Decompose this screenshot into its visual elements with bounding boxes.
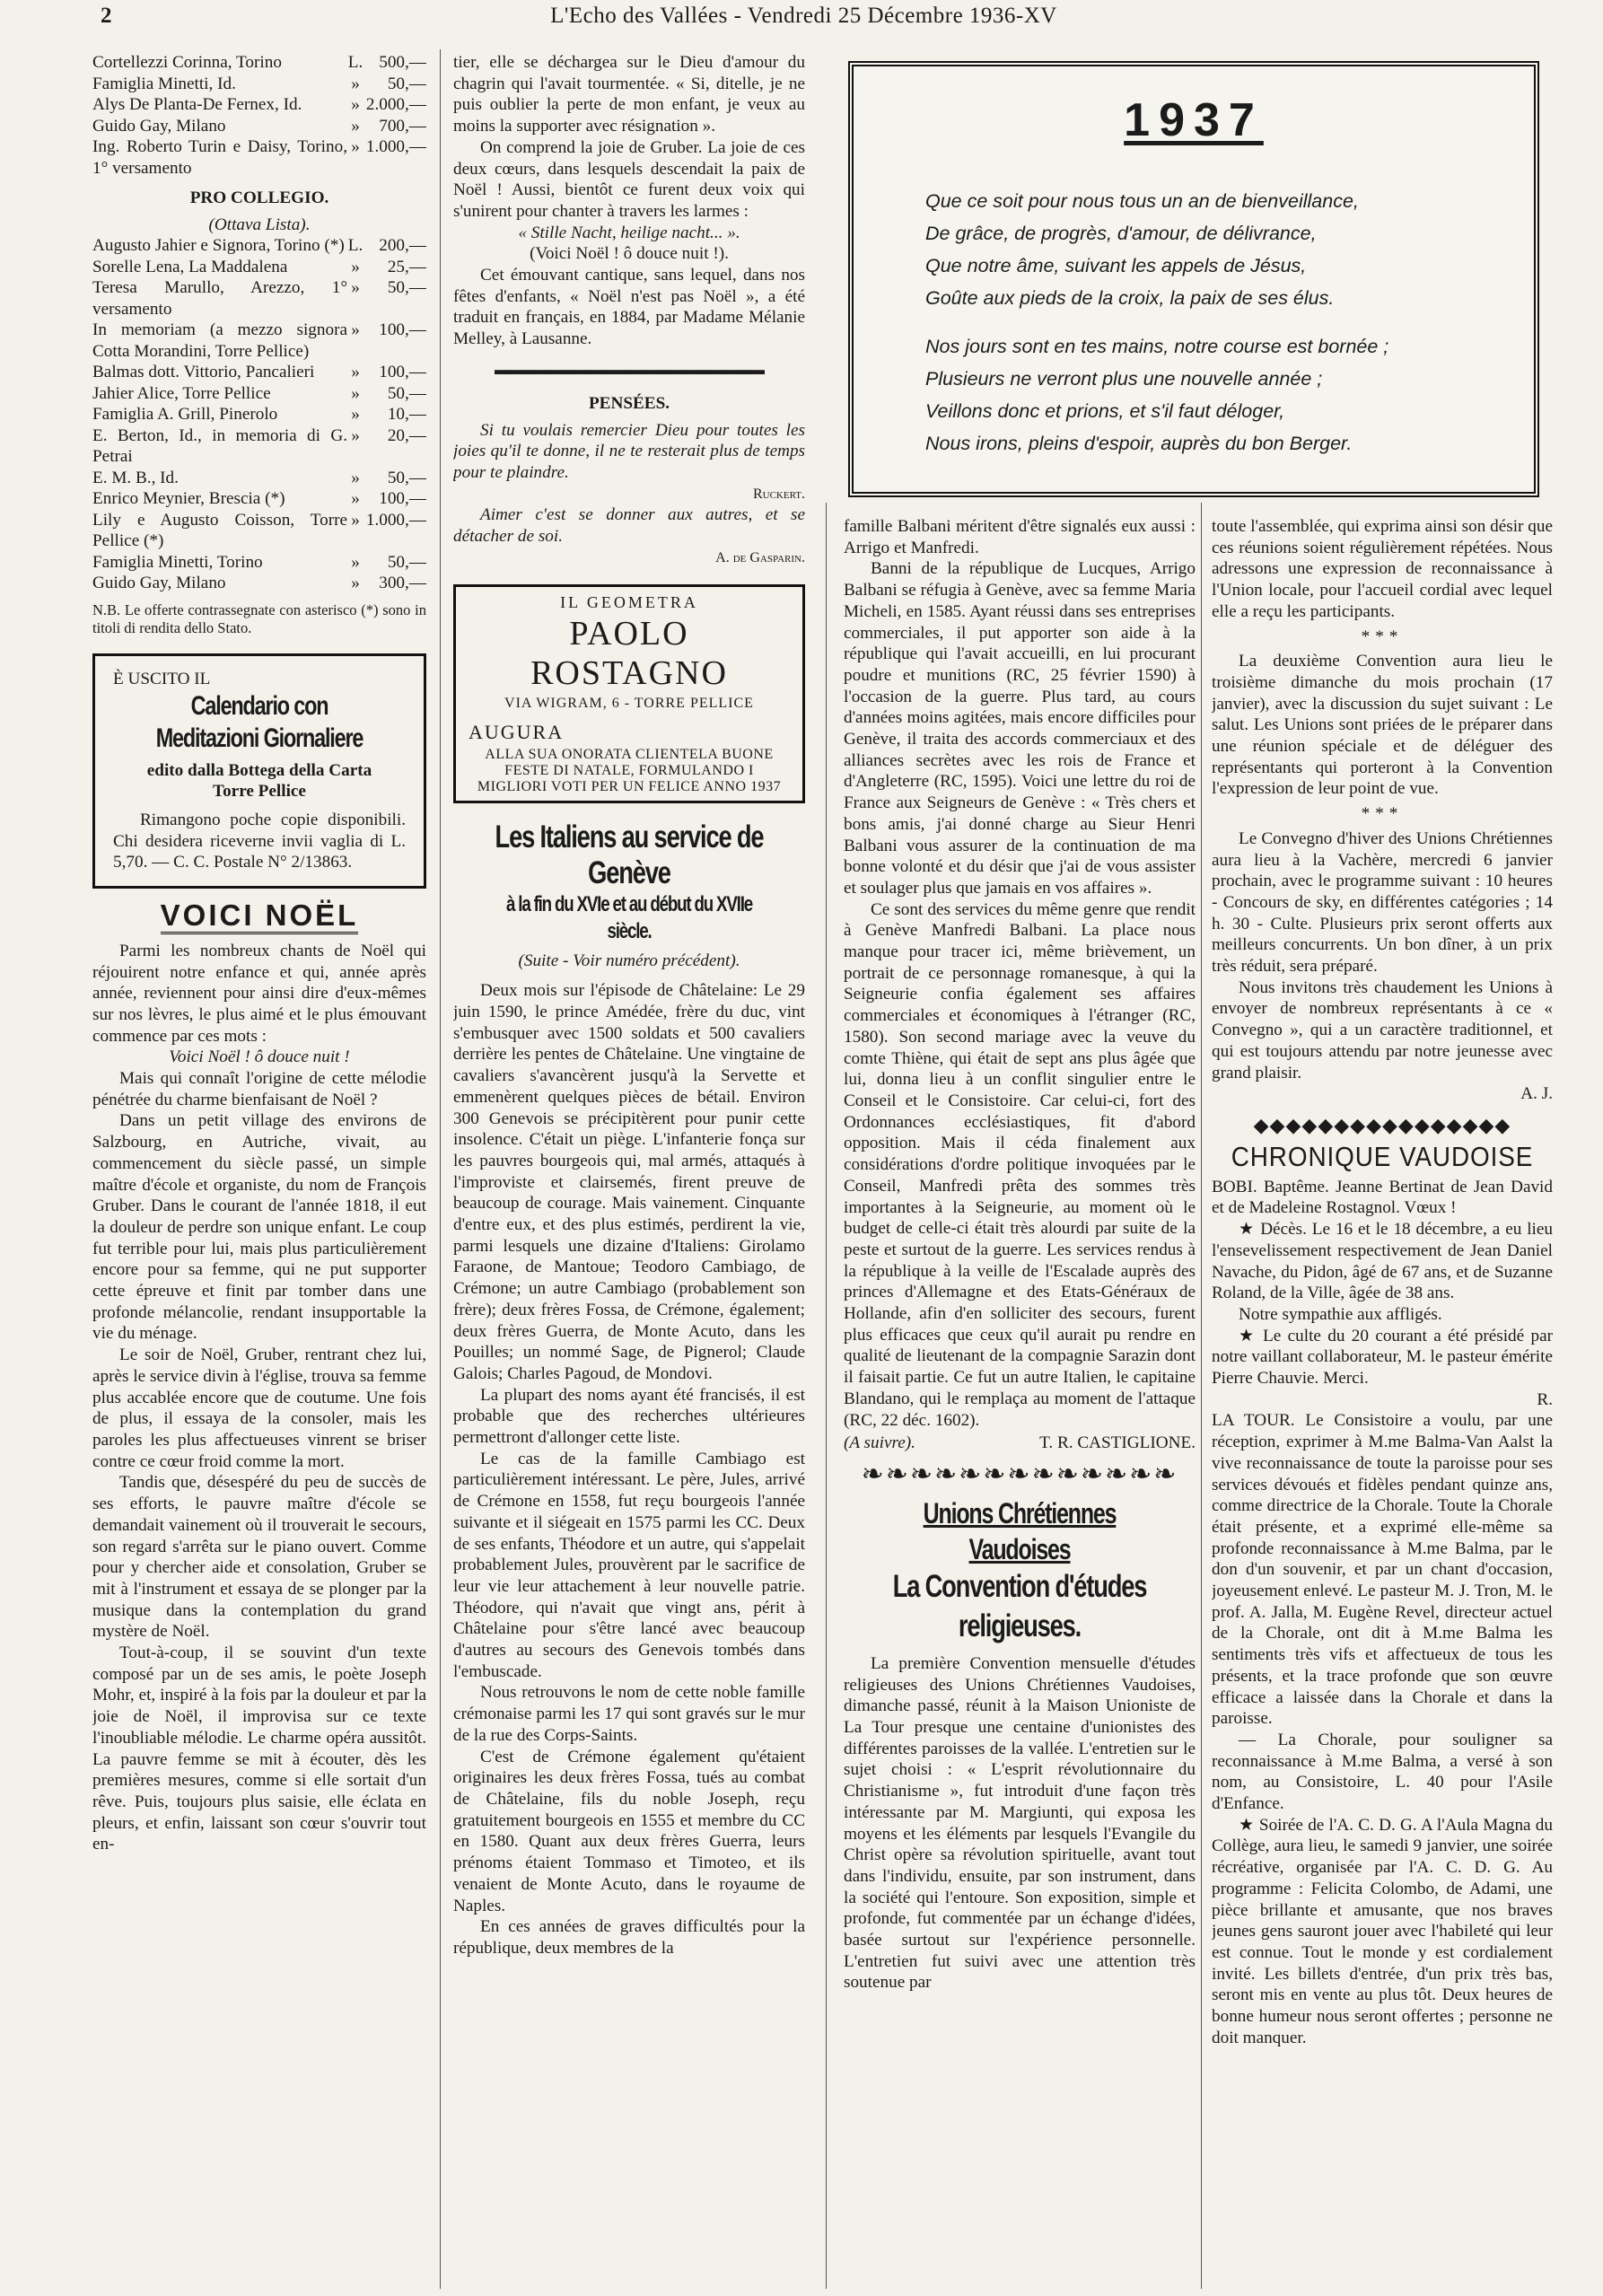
- donor-row: [92, 404, 426, 425]
- column-2: [453, 52, 805, 1959]
- donor-row: [92, 320, 426, 362]
- ad-address: VIA WIGRAM, 6 - TORRE PELLICE: [504, 696, 754, 712]
- chronique-entry: Notre sympathie aux affligés.: [1239, 1304, 1442, 1324]
- donor-name: Sorelle Lena, La Maddalena: [92, 257, 288, 276]
- donor-mark: »: [351, 489, 360, 509]
- article-paragraph: Ce sont des services du même genre que rendit à Genève Manfredi Balbani. La place nous manque pour tracer ici, même brièvement, un portrait de ce personnage romanesque, à qui la Seigneurie confia également ses affaires commerciales et économiques à l'étranger (RC, 1580). Son second mariage avec la veuve du comte Thiène, qui était de sept ans plus âgée que lui, donna lieu à un conflit singulier entre le Conseil et le Consistoire. Car celui-ci, fort des Ordonnances ecclésiastiques, fit d'abord opposition. Mais il céda finalement aux considérations d'ordre politique invoquées par le Conseil, Manfredi prêta des sommes très importantes à la Seigneurie, au moment où le budget de celle-ci était très alourdi par suite de la peste et surtout de la guerre. Les services rendus à la république à la veille de l'Escalade auprès des princes d'Allemagne et des Etats-Généraux de Hollande, afin d'en solliciter des secours, furent plus efficaces que ceux qu'il aurait pu rendre en qualité de lieutenant de la compagnie Sarazin dont il faisait partie. Ce fut un autre Italien, le capitaine Blandano, qui le remplaça au moment de l'attaque (RC, 22 déc. 1602).: [844, 899, 1196, 1430]
- article-quote: « Stille Nacht, heilige nacht... ».: [518, 223, 740, 242]
- article-paragraph: Cet émouvant cantique, sans lequel, dans nos fêtes d'enfants, « Noël n'est pas Noël », a été traduit en français, en 1884, par Madame Mélanie Melley, à Lausanne.: [453, 266, 805, 349]
- donor-amount: 500,—: [379, 53, 426, 72]
- article-paragraph: Deux mois sur l'épisode de Châtelaine: Le 29 juin 1590, le prince Amédée, frère du duc, vint s'embusquer avec 1500 soldats et 500 cavaliers derrière les pentes de Châtelaine. Une vingtaine de cavaliers s'avancèrent jusqu'à la Servette et emmenèrent quelques pièces de bétail. Environ 300 Genevois se précipitèrent pour punir cette insolence. C'était un piège. L'infanterie fonça sur les pauvres bourgeois qui, mal armés, attaqués à l'improviste et clairsemés, firent preuve de beaucoup de courage. Mais vainement. Cinquante d'entre eux, et des plus estimés, perdirent la vie, parmi lesquels une dizaine d'Italiens: Girolamo Faraone, de Mantoue; Teodoro Cambiago, de Crémone; un autre Cambiago (probablement son frère); deux frères Fossa, de Crémone, également; deux frères Guerra, de Monte Acuto, dans les Pouilles; un nommé Sage, de Pignerol; Claude Galois; Charles Pagoud, de Mondovi.: [453, 981, 805, 1383]
- article-paragraph: Tout-à-coup, il se souvint d'un texte composé par un de ses amis, le poète Joseph Mohr, et, inspiré à la fois par la douleur et par la joie de Noël, il improvisa sur ce texte l'inoubliable mélodie. Le charme opéra aussitôt. La pauvre femme se mit à écouter, dès les premières mesures, comme si elle sortait d'un rêve. Puis, toujours plus saisie, elle éclata en pleurs, et enfin, laissant son cœur s'ouvrir tout en-: [92, 1643, 426, 1854]
- donor-name: Teresa Marullo, Arezzo, 1° versamento: [92, 278, 347, 319]
- column-1: [92, 52, 426, 1855]
- calendario-title1: Calendario con: [190, 690, 328, 721]
- donor-row: [92, 116, 426, 137]
- chronique-entry: BOBI. Baptême. Jeanne Bertinat de Jean David et de Madeleine Rostagnol. Vœux !: [1212, 1177, 1553, 1218]
- article-paragraph: Mais qui connaît l'origine de cette mélodie pénétrée du charme bienfaisant de Noël ?: [92, 1069, 426, 1109]
- donor-amount: 700,—: [379, 116, 426, 136]
- article-paragraph: La première Convention mensuelle d'études religieuses des Unions Chrétiennes Vaudoises, dimanche passé, réunit à la Maison Unioniste de La Tour presque une centaine d'unionistes des différentes paroisses de la vallée. L'entretien sur le sujet choisi : « L'esprit révolutionnaire du Christianisme », fut introduit d'une façon très intéressante par M. Margiunti, qui exposa les moyens et les éléments par lesquels l'Evangile du Christ opère sa révolution spirituelle, avant tout dans l'individu, ensuite, par son instrument, dans la société qui l'entoure. Son exposition, simple et profonde, fut commentée par un échange d'idées, basée surtout sur l'expérience personnelle. L'entretien fut suivi avec une attention très soutenue par: [844, 1653, 1196, 1993]
- article-paragraph: Tandis que, désespéré du peu de succès de ses efforts, le pauvre maître d'école se demandait vainement où il trouverait le secours, son regard s'arrêta sur le piano ouvert. Comme pour y chercher aide et consolation, Gruber se mit à l'instrument et essaya de se plonger par la musique dans la contemplation du grand mystère de Noël.: [92, 1473, 426, 1642]
- poem-box-1937: [848, 61, 1539, 497]
- donor-name: Balmas dott. Vittorio, Pancalieri: [92, 363, 315, 382]
- section-stars: ***: [1361, 804, 1404, 824]
- unions-title: Unions Chrétiennes Vaudoises: [923, 1496, 1117, 1565]
- donor-mark: »: [351, 278, 360, 298]
- donor-amount: 200,—: [379, 236, 426, 256]
- donor-row: [92, 277, 426, 320]
- article-paragraph: Banni de la république de Lucques, Arrigo Balbani se réfugia à Genève, avec sa femme Maria Micheli, en 1585. Ayant réussi dans ses entreprises commerciales, il put apporter son aide à la république qui l'avait accueilli, en lui procurant poudre et munitions (RC, 25 février 1590) à l'occasion de la guerre. Plus tard, au cours d'années moins agitées, mais encore difficiles pour Genève, il traita des accords commerciaux et des alliances secrètes avec les rois de France et d'Angleterre (RC, 1595). Voici une lettre du roi de France aux Seigneurs de Genève : « Très chers et bons amis, j'ai donné charge au Sieur Henri Balbani vous assurer de la continuation de ma bonne volonté et du désir que j'ai de vous assister et soulager plus que jamais en vos affaires ».: [844, 559, 1196, 898]
- donor-mark: »: [351, 405, 360, 425]
- article-author: T. R. CASTIGLIONE.: [1039, 1433, 1196, 1453]
- donor-mark: »: [351, 95, 360, 114]
- poem-line: Que ce soit pour nous tous un an de bienveillance,: [925, 190, 1359, 212]
- pensee-author: A. de Gasparin.: [715, 549, 805, 565]
- article-paragraph: tier, elle se déchargea sur le Dieu d'amour du chagrin qui l'avait tourmentée. « Si, ditelle, je ne puis oublier la perte de mon enfant, je veux au moins la supporter avec résignation ».: [453, 53, 805, 136]
- chronique-entry: LA TOUR. Le Consistoire a voulu, par une réception, exprimer à M.me Balma-Van Aalst la vive reconnaissance de toute la paroisse pour ses services dévoués et fidèles pendant quinze ans, comme directrice de la Chorale. Toute la Chorale était présente, et a exprimé elle-même sa profonde reconnaissance à M.me Balma, par le don d'un souvenir, et par un chant d'occasion, joyeusement enlevé. Le pasteur M. J. Tron, M. le prof. A. Jalla, M. Eugène Revel, directeur actuel de la Chorale, ont dit à M.me Balma les sentiments très vifs et affectueux de tous les présents, et la trace profonde que son œuvre efficace a laissée dans la Chorale et dans la paroisse.: [1212, 1411, 1553, 1729]
- poem-line: Nos jours sont en tes mains, notre course est bornée ;: [925, 336, 1389, 357]
- donor-name: E. Berton, Id., in memoria di G. Petrai: [92, 425, 347, 467]
- convention-title: La Convention d'études religieuses.: [892, 1568, 1147, 1643]
- donor-amount: 50,—: [387, 74, 426, 93]
- donor-amount: 100,—: [379, 320, 426, 340]
- section-stars: ***: [1361, 627, 1404, 646]
- article-paragraph: La plupart des noms ayant été francisés, il est probable que des recherches ultérieures permettront d'allonger cette liste.: [453, 1385, 805, 1448]
- header-title: L'Echo des Vallées - Vendredi 25 Décembre 1936-XV: [550, 4, 1057, 28]
- article-paragraph: Dans un petit village des environs de Salzbourg, en Autriche, vivait, au commencement du siècle passé, un simple maître d'école et organiste, du nom de François Gruber. Dans le courant de l'année 1818, il eut la douleur de perdre son unique enfant. Le coup fut terrible pour lui, mais plus particulièrement encore pour sa femme, qui ne put supporter cette épreuve et finit par tomber dans une profonde mélancolie, rendant insupportable la vie du ménage.: [92, 1111, 426, 1344]
- donor-amount: 1.000,—: [365, 137, 426, 156]
- donor-amount: 50,—: [387, 468, 426, 487]
- donor-row: [92, 468, 426, 489]
- donor-row: [92, 488, 426, 510]
- donor-amount: 50,—: [387, 552, 426, 572]
- donor-name: Famiglia Minetti, Torino: [92, 552, 263, 572]
- calendario-publisher: edito dalla Bottega della Carta: [146, 760, 372, 780]
- donor-name: Guido Gay, Milano: [92, 574, 226, 593]
- calendario-place: Torre Pellice: [213, 782, 306, 802]
- chronique-entry: — La Chorale, pour souligner sa reconnaissance à M.me Balma, a versé à son nom, au Consistoire, L. 40 pour l'Asile d'Enfance.: [1212, 1730, 1553, 1814]
- donor-amount: 25,—: [387, 257, 426, 276]
- donor-mark: »: [351, 137, 360, 156]
- donor-note: N.B. Le offerte contrassegnate con asterisco (*) sono in titoli di rendita dello Stato.: [92, 600, 426, 636]
- donor-mark: L.: [347, 53, 364, 72]
- donor-amount: 10,—: [387, 405, 426, 425]
- donor-row: [92, 74, 426, 95]
- donor-mark: »: [351, 363, 360, 382]
- donor-amount: 50,—: [387, 278, 426, 298]
- poem-line: Que notre âme, suivant les appels de Jésus,: [925, 255, 1307, 276]
- article-paragraph: Nous retrouvons le nom de cette noble famille crémonaise parmi les 17 qui sont gravés sur le mur de la rue des Corps-Saints.: [453, 1683, 805, 1745]
- donor-mark: »: [351, 383, 360, 403]
- ad-message: ALLA SUA ONORATA CLIENTELA BUONE FESTE DI NATALE, FORMULANDO I MIGLIORI VOTI PER UN FELICE ANNO 1937: [477, 746, 782, 794]
- article-quote: (Voici Noël ! ô douce nuit !).: [530, 244, 729, 264]
- ornament-divider: ◆◆◆◆◆◆◆◆◆◆◆◆◆◆◆◆: [1253, 1113, 1511, 1136]
- page-number: 2: [101, 4, 112, 28]
- donor-row: [92, 510, 426, 552]
- donor-row: [92, 383, 426, 405]
- chronique-entry: ★ Le culte du 20 courant a été présidé par notre vaillant collaborateur, M. le pasteur émérite Pierre Chauvie. Merci.: [1212, 1326, 1553, 1389]
- ornament-divider: ▬▬▬▬▬▬▬▬▬▬▬▬▬▬▬▬▬▬▬▬: [495, 362, 764, 378]
- ad-name: PAOLO ROSTAGNO: [530, 615, 728, 693]
- donor-amount: 100,—: [379, 363, 426, 382]
- donor-amount: 20,—: [387, 425, 426, 445]
- italiens-title: Les Italiens au service de Genève: [495, 819, 764, 890]
- donor-mark: »: [351, 468, 360, 487]
- article-paragraph: Parmi les nombreux chants de Noël qui réjouirent notre enfance et qui, année après année, reviennent pour ainsi dire d'eux-mêmes sur nos lèvres, le plus aimé et le plus émouvant commence par ces mots :: [92, 941, 426, 1046]
- rostagno-ad: [453, 584, 805, 802]
- calendario-line1: È USCITO IL: [113, 669, 211, 688]
- article-signature: R.: [1537, 1389, 1553, 1409]
- donor-mark: »: [351, 257, 360, 276]
- donor-name: Guido Gay, Milano: [92, 116, 226, 136]
- donor-row: [92, 235, 426, 257]
- article-paragraph: Le Convegno d'hiver des Unions Chrétiennes aura lieu à la Vachère, mercredi 6 janvier prochain, avec le programme suivant : 10 heures - Concours de sky, en différentes catégories ; 14 h. 30 - Culte. Plusieurs prix seront offerts aux meilleurs concurrents. Un bon dîner, à un prix très réduit, sera préparé.: [1212, 828, 1553, 977]
- page-header: [90, 4, 1518, 31]
- donor-mark: »: [351, 574, 360, 593]
- donor-row: [92, 94, 426, 116]
- donor-row: [92, 552, 426, 574]
- donor-amount: 300,—: [379, 574, 426, 593]
- chronique-entry: ★ Soirée de l'A. C. D. G. A l'Aula Magna du Collège, aura lieu, le samedi 9 janvier, une soirée récréative, organisée par l'A. C. D. G. Au programme : Felicita Colombo, de Adami, une pièce brillante et amusante, que nos braves jeunes gens sauront jouer avec l'habileté qui leur est connue. Tout le monde y est cordialement invité. Les billets d'entrée, d'un prix très bas, seront mis en vente au plus tôt. Deux heures de bonne humeur nous seront offertes ; personne ne doit manquer.: [1212, 1815, 1553, 2047]
- donor-name: Ing. Roberto Turin e Daisy, Torino, 1° versamento: [92, 137, 347, 178]
- pro-collegio-title: PRO COLLEGIO.: [189, 188, 329, 207]
- article-paragraph: famille Balbani méritent d'être signalés eux aussi : Arrigo et Manfredi.: [844, 517, 1196, 557]
- article-paragraph: C'est de Crémone également qu'étaient originaires les deux frères Fossa, tués au combat de Châtelaine, fils du noble Joseph, reçu gratuitement bourgeois en 1555 et membre du CC en 1580. Quant aux deux frères Guerra, leurs prénoms étaient Tommaso et Timoteo, et ils venaient de Monte Acuto, dans le royaume de Naples.: [453, 1747, 805, 1915]
- calendario-title2: Meditazioni Giornaliere: [155, 723, 364, 753]
- column-rule: [440, 49, 441, 2289]
- article-quote: Voici Noël ! ô douce nuit !: [169, 1047, 350, 1067]
- column-rule: [1201, 503, 1202, 2289]
- donor-mark: »: [351, 552, 360, 572]
- donor-name: Lily e Augusto Coisson, Torre Pellice (*): [92, 510, 347, 551]
- donor-row: [92, 425, 426, 468]
- donor-name: E. M. B., Id.: [92, 468, 179, 487]
- donor-name: Augusto Jahier e Signora, Torino (*): [92, 236, 345, 256]
- ornament-divider: ❧❧❧❧❧❧❧❧❧❧❧❧❧: [861, 1459, 1178, 1489]
- donor-mark: »: [351, 74, 360, 93]
- donor-mark: L.: [347, 236, 364, 256]
- donor-amount: 50,—: [387, 383, 426, 403]
- donor-name: In memoriam (a mezzo signora Cotta Morandini, Torre Pellice): [92, 320, 347, 361]
- donor-amount: 100,—: [379, 489, 426, 509]
- poem-line: Goûte aux pieds de la croix, la paix de ses élus.: [925, 287, 1335, 309]
- column-rule: [826, 503, 827, 2289]
- italiens-subtitle: à la fin du XVIe et au début du XVIIe siècle.: [506, 891, 752, 943]
- calendario-ad-box: [92, 653, 426, 889]
- donor-row: [92, 362, 426, 383]
- donor-mark: »: [351, 425, 360, 445]
- donor-row: [92, 573, 426, 594]
- donor-name: Jahier Alice, Torre Pellice: [92, 383, 271, 403]
- voici-noel-body: [92, 941, 426, 1855]
- poem-line: De grâce, de progrès, d'amour, de délivrance,: [925, 223, 1317, 244]
- ad-line: IL GEOMETRA: [560, 593, 698, 612]
- voici-noel-title: VOICI NOËL: [161, 898, 359, 934]
- article-paragraph: Le soir de Noël, Gruber, rentrant chez lui, après le service divin à l'église, trouva sa femme plus accablée encore que de coutume. Une fois de plus, il essaya de la consoler, mais les paroles les plus affectueuses vinrent se briser contre ce cœur froid comme la mort.: [92, 1345, 426, 1471]
- chronique-title: CHRONIQUE VAUDOISE: [1231, 1140, 1534, 1172]
- chronique-entry: ★ Décès. Le 16 et le 18 décembre, a eu lieu l'ensevelissement respectivement de Jean Daniel Navache, du Pidon, âgé de 67 ans, et de Suzanne Roland, de la Ville, âgée de 38 ans.: [1212, 1220, 1553, 1303]
- pensee-quote: Si tu voulais remercier Dieu pour toutes les joies qu'il te donne, il ne te resterait plus de temps pour te plaindre.: [453, 420, 805, 482]
- pensee-author: Ruckert.: [752, 486, 805, 502]
- pro-collegio-subtitle: (Ottava Lista).: [208, 215, 311, 234]
- pensee-quote: Aimer c'est se donner aux autres, et se détacher de soi.: [453, 505, 805, 547]
- article-paragraph: Nous invitons très chaudement les Unions à envoyer de nombreux représentants à ce « Convegno », qui a un caractère traditionnel, et qui est toujours attendu par notre jeunesse avec grand plaisir.: [1212, 977, 1553, 1082]
- pensees-title: PENSÉES.: [588, 393, 670, 413]
- a-suivre: (A suivre).: [844, 1433, 915, 1453]
- poem-line: Nous irons, pleins d'espoir, auprès du bon Berger.: [925, 433, 1353, 454]
- italiens-suite: (Suite - Voir numéro précédent).: [518, 951, 740, 970]
- pro-collegio-list: [92, 235, 426, 594]
- donor-amount: 2.000,—: [365, 95, 426, 114]
- donor-name: Famiglia Minetti, Id.: [92, 74, 236, 93]
- donor-mark: »: [351, 116, 360, 136]
- poem-body: [925, 185, 1516, 460]
- donor-row: [92, 257, 426, 278]
- donor-mark: »: [351, 510, 360, 530]
- poem-line: Veillons donc et prions, et s'il faut déloger,: [925, 400, 1285, 422]
- ad-augura: AUGURA: [469, 720, 565, 743]
- donor-name: Cortellezzi Corinna, Torino: [92, 53, 282, 72]
- donor-name: Enrico Meynier, Brescia (*): [92, 489, 285, 509]
- article-paragraph: En ces années de graves difficultés pour la république, deux membres de la: [453, 1917, 805, 1958]
- column-4: [1212, 516, 1553, 2049]
- donor-row: [92, 136, 426, 179]
- calendario-body: Rimangono poche copie disponibili. Chi desidera riceverne invii vaglia di L. 5,70. — C. C. Postale N° 2/13863.: [113, 811, 406, 872]
- donor-amount: 1.000,—: [365, 510, 426, 530]
- article-paragraph: On comprend la joie de Gruber. La joie de ces deux cœurs, dans lesquels descendait la paix de Noël ! Aussi, bientôt ce furent deux voix qui s'unirent pour chanter à travers les larmes :: [453, 137, 805, 221]
- column-3: [844, 516, 1196, 1994]
- poem-line: Plusieurs ne verront plus une nouvelle année ;: [925, 368, 1323, 390]
- article-paragraph: toute l'assemblée, qui exprima ainsi son désir que ces réunions soient régulièrement répétées. Nous adressons une expression de reconnaissance à l'Union locale, pour l'accueil cordial avec lequel elle a reçu les participants.: [1212, 517, 1553, 621]
- donor-mark: »: [351, 320, 360, 340]
- donor-row: [92, 52, 426, 74]
- donor-name: Famiglia A. Grill, Pinerolo: [92, 405, 278, 425]
- article-paragraph: La deuxième Convention aura lieu le troisième dimanche du mois prochain (17 janvier), avec la discussion du sujet suivant : Le salut. Les Unions sont priées de le préparer dans une réunion spéciale et de déléguer des représentants qui porteront à la Convention l'expression de leur point de vue.: [1212, 652, 1553, 799]
- article-signature: A. J.: [1520, 1084, 1553, 1104]
- donor-list-top: [92, 52, 426, 179]
- donor-name: Alys De Planta-De Fernex, Id.: [92, 95, 302, 114]
- poem-title: 1937: [1124, 94, 1264, 146]
- article-paragraph: Le cas de la famille Cambiago est particulièrement intéressant. Le père, Jules, arrivé de Crémone en 1558, fut reçu bourgeois l'année suivante et il siégeait en 1575 parmi les CC. Deux de ses enfants, Théodore et un autre, qui s'appelait probablement Jules, prouvèrent par le sacrifice de leur vie leur attachement à leur nouvelle patrie. Théodore, qui n'avait que vingt ans, périt à Châtelaine pour s'être lancé avec beaucoup d'autres au secours des Genevois tombés dans l'embuscade.: [453, 1449, 805, 1681]
